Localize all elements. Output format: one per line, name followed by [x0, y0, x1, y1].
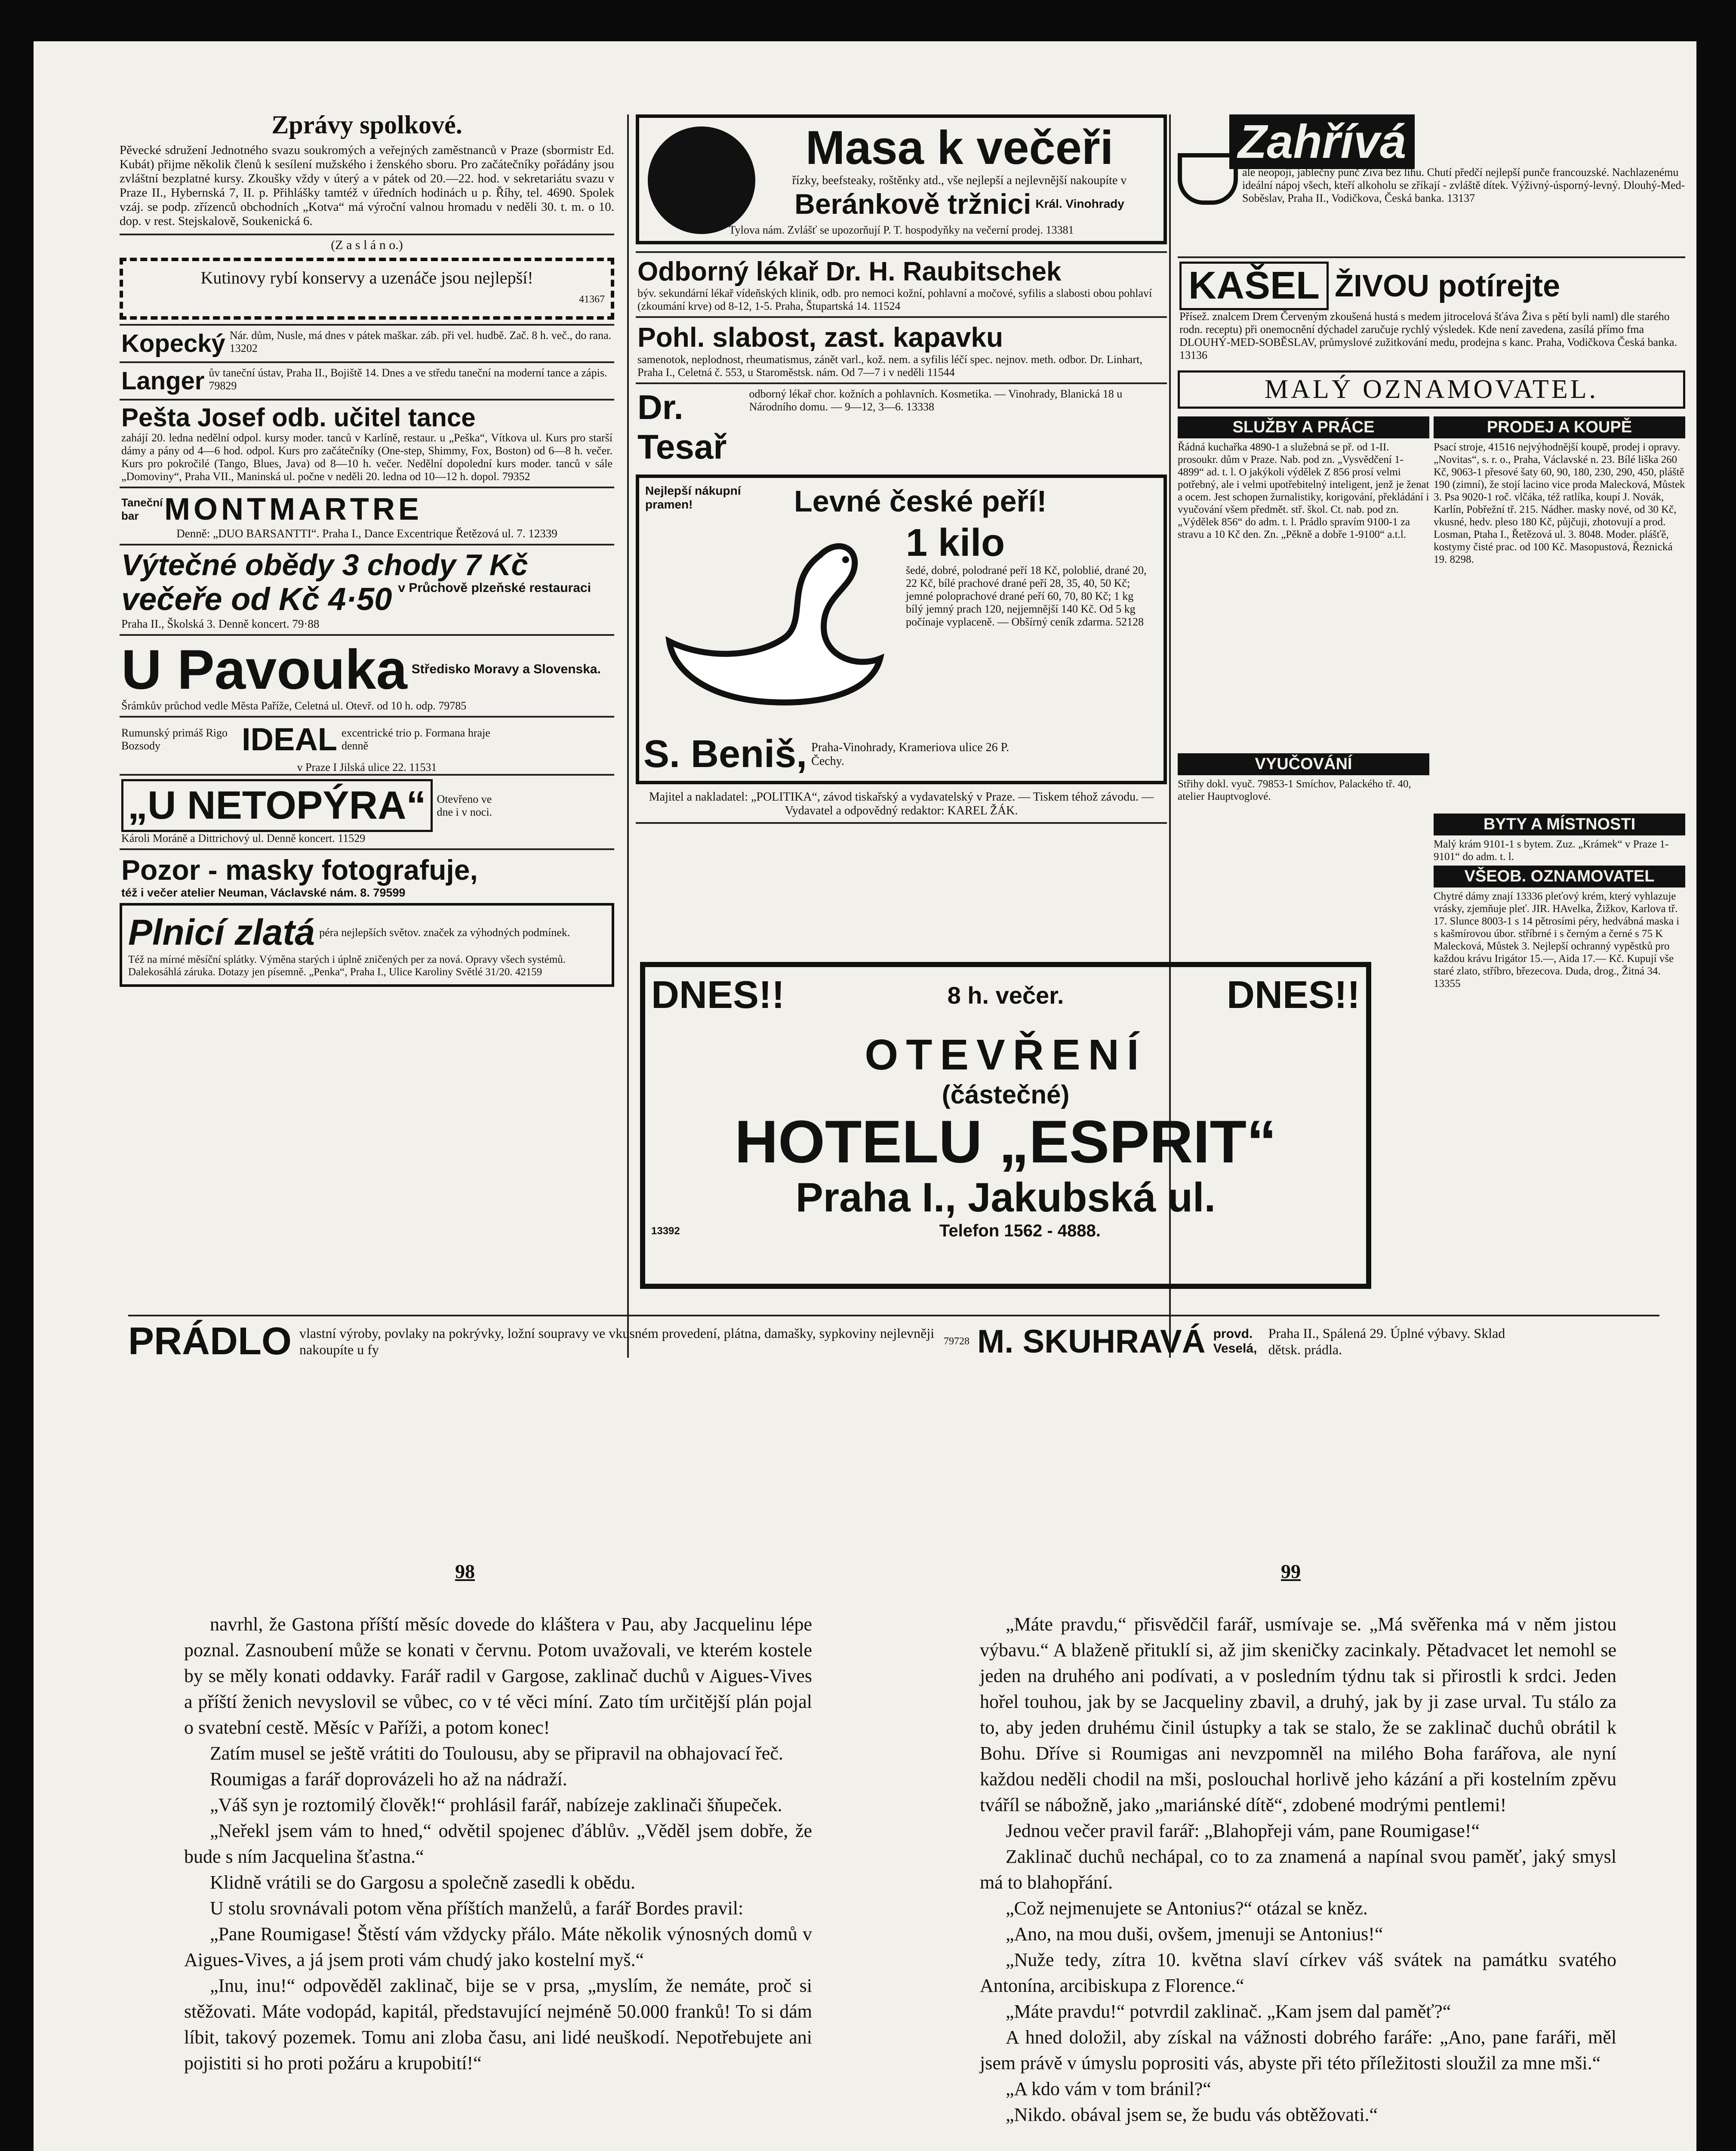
esprit-number: 13392 — [651, 1225, 680, 1237]
tesar-name: Dr. Tesař — [637, 388, 727, 466]
pesta-text: zahájí 20. ledna nedělní odpol. kursy moder. tanců v Karlíně, restaur. u „Peška“, Vítkova ul. Kurs pro starší dámy a pány od 4—6 hod. odpol. Kurs pro začátečníky (One-step, Shimmy, Fox, Boston) od 6—8 h. večer. Kurs pro pokročilé (Tango, Blues, Java) od 8—10 h. večer. Nedělní dopolední kurs moder. tanců v sále „Domoviny“, Praha VII., Maninská ul. počne v neděli 20. ledna od 10—12 h. dopol. 79352 — [121, 431, 613, 483]
montmartre-text: Denně: „DUO BARSANTTI“. Praha I., Dance Excentrique Řetězová ul. 7. 12339 — [176, 527, 557, 540]
obedy-ad — [120, 544, 614, 634]
montmartre-label: Taneční bar — [121, 496, 163, 522]
swan-icon — [656, 530, 897, 710]
ideal-right: excentrické trio p. Formana hraje denně — [342, 726, 490, 752]
esprit-city: Praha I., Jakubská ul. — [795, 1174, 1216, 1220]
story-paragraph: „Váš syn je roztomilý člověk!“ prohlásil farář, nabízeje zaklinači šňupeček. — [210, 1794, 782, 1815]
newspaper-page — [34, 41, 1696, 2151]
cat-vyucovani: VYUČOVÁNÍ — [1178, 753, 1429, 775]
story-paragraph: „Inu, inu!“ odpověděl zaklinač, bije se v prsa, „myslím, že nemáte, proč si stěžovati. Máte vodopád, kapitál, představující nejméně 50.000 franků! To si dám líbit, takový pozemek. Tomu ani zloba času, ani lidé neuškodí. Nepotřebujete ani pojistiti si ho proti požáru a krupobití!“ — [184, 1975, 812, 2074]
esprit-hotel: HOTELU „ESPRIT“ — [734, 1108, 1277, 1175]
story-paragraph: „Nikdo. obával jsem se, že budu vás obtěžovati.“ — [1006, 2104, 1378, 2125]
pinici-side: péra nejlepších světov. značek za výhodných podmínek. — [319, 926, 570, 939]
masa-text: řízky, beefsteaky, roštěnky atd., vše nejlepší a nejlevnější nakoupíte v — [792, 174, 1127, 187]
prodej-list: Psací stroje, 41516 nejvýhodnější koupě, prodej i opravy. „Novitas“, s. r. o., Praha, Václavské n. 23. Bílé liška 260 Kč, 9063-1 přesové šaty 60, 90, 180, 230, 290, 450, pláště 190 (zimní), že stojí lacino vice proda Malecková, Můstek 3. Psa 9020-1 roč. vlčáka, též ratlíka, koupí J. Novák, Karlín, Pobřežní tř. 215. Nádher. masky nové, od 30 Kč, vkusné, hedv. pleso 180 Kč, půjčuji, zhotovují a prod. Losman, Ptaha I., Řetězová ul. 3. 8048. Moder. plášťě, kostymy čisté prac. od 100 Kč. Masopustová, Řeznická 19. 8298. — [1434, 441, 1685, 565]
peri-ad — [636, 475, 1167, 784]
story-paragraph: „Máte pravdu,“ přisvědčil farář, usmívaje se. „Má svěřenka má v něm jistou výbavu.“ A blaženě přituklí si, až jim skeničky zacinkaly. Pětadvacet let nemohl se jeden na druhého ani podívati, a v posledním týdnu tak si přirostli k srdci. Jeden hořel touhou, jak by se Jacqueliny zbavil, a druhý, jak by ji zase urval. Tu stálo za to, aby jeden druhému činil ústupky a tak se stalo, že se zaklinač duchů obrátil k Bohu. Dříve si Roumigas ani nevzpomněl na milého Boha farářova, ale nyní každou neděli chodil na mši, poslouchal horlivě jeho kázání a při kostelním zpěvu tváříl se nábožně, jako „mariánské dítě“, zdobené modrými pentlemi! — [980, 1614, 1616, 1815]
netopyra-ad — [120, 774, 614, 848]
esprit-open: OTEVŘENÍ — [865, 1031, 1147, 1079]
pinici-ad — [120, 903, 614, 987]
vyuc-list: Střihy dokl. vyuč. 79853-1 Smíchov, Palackého tř. 40, atelier Hauptvoglové. — [1178, 778, 1411, 802]
esprit-partial: (částečné) — [942, 1080, 1070, 1109]
peri-title: Levné české peří! — [794, 484, 1047, 518]
pesta-ad — [120, 399, 614, 487]
kasel-label: KAŠEL — [1179, 262, 1329, 310]
obedy-text: Praha II., Školská 3. Denně koncert. 79·88 — [121, 617, 320, 630]
cat-byty: BYTY A MÍSTNOSTI — [1434, 814, 1685, 835]
pradlo-code: 79728 — [944, 1335, 970, 1347]
cup-icon — [1178, 153, 1238, 205]
obedy-side: v Průchově plzeňské restauraci — [398, 581, 591, 595]
esprit-tel: Telefon 1562 - 4888. — [939, 1221, 1101, 1240]
peri-text: šedé, dobré, polodrané peří 18 Kč, poloblié, drané 20, 22 Kč, bílé prachové drané peří 28, 35, 40, 50 Kč; jemné poloprachové drané peří 60, 70, 80 Kč; 1 kg bílý jemný prach 120, nejjemnější 140 Kč. Od 5 kg počínaje vyplaceně. — Obšírný ceník zdarma. 52128 — [906, 564, 1147, 628]
masa-ad — [636, 114, 1167, 244]
langer-text: ův taneční ústav, Praha II., Bojiště 14. Dnes a ve středu taneční na moderní tance a zápis. 79829 — [209, 367, 607, 392]
raub-text: býv. sekundární lékař vídeňských klinik, odb. pro nemoci kožní, pohlavní a močové, syfilis a slabosti obou pohlaví (zkoumání krve) od 8-12, 1-5. Praha, Štupartská 14. 11524 — [637, 287, 1152, 312]
story-paragraph: Roumigas a farář doprovázeli ho až na nádraží. — [210, 1769, 567, 1790]
raubitschek-ad — [636, 251, 1167, 316]
langer-ad — [120, 361, 614, 399]
netopyra-side: Otevřeno ve dne i v noci. — [437, 792, 492, 818]
kopecky-text: Nár. dům, Nusle, má dnes v pátek maškar. záb. při vel. hudbě. Zač. 8 h. več., do rana. 13202 — [229, 329, 612, 354]
kasel-ad — [1178, 256, 1685, 365]
pinici-name: Plnicí zlatá — [128, 912, 315, 952]
pohl-title: Pohl. slabost, zast. kapavku — [637, 322, 1003, 353]
story-paragraph: Zatím musel se ještě vrátiti do Toulousu, aby se připravil na obhajovací řeč. — [210, 1743, 783, 1764]
pradlo-firm-small: provd. Veselá, — [1213, 1327, 1257, 1356]
kasel-text: Přísež. znalcem Drem Červeným zkoušená hustá s medem jitrocelová šťáva Živa s pětí byli naml) dle starého rodn. receptu) při onemocnění dýchadel zaručuje rychlý výsledek. Kde není zavedena, zasílá přímo fma DLOUHÝ-MED-SOBĚSLAV, průmyslové zužitkování medu, prodejna s kanc. Praha, Vodičkova Česká banka. 13136 — [1179, 310, 1678, 361]
zahriva-text: ale neopojí, jablečný punč Živa bez lihu. Chutí předčí nejlepší punče francouzské. Nachlazenému ideální nápoj všech, kteří alkoholu se zříkají - zvláště dítek. Výživný-úsporný-levný. Dlouhý-Med-Soběslav, Praha II., Vodičkova, Česká banka. 13137 — [1242, 166, 1685, 204]
peri-kilo: 1 kilo — [906, 521, 1005, 564]
masa-name: Beránkově tržnici — [794, 188, 1031, 220]
pradlo-tail: Praha II., Spálená 29. Úplné výbavy. Sklad dětsk. prádla. — [1268, 1325, 1505, 1357]
netopyra-text: Károli Moráně a Dittrichový ul. Denně koncert. 11529 — [121, 832, 366, 844]
sluzby-list: Řádná kuchařka 4890-1 a služebná se př. od 1-II. prosoukr. dům v Praze. Nab. pod zn. „Vysvědčení 1-4899“ ad. t. l. O jakýkoli výdělek Z 856 prosí velmi potřebný, ale i velmi upotřebitelný inteligent, jenž je ženat a ocem. Jest schopen žurnalistiky, korigování, překládání i vyučování všem předmět. stř. škol. Ct. nab. pod zn. „Výdělek 856“ do adm. t. l. Prádlo spravím 9100-1 za stravu a 10 Kč den. Zn. „Pěkně a dobře 1-9100“ a.t.l. — [1178, 441, 1429, 540]
story-right-column — [980, 1612, 1616, 2128]
pohl-text: samenotok, neplodnost, rheumatismus, zánět varl., kož. nem. a syfilis léčí spec. nejnov. meth. odbor. Dr. Linhart, Praha I., Celetná č. 553, u Staroměstsk. nám. Od 7—7 i v neděli 11544 — [637, 353, 1142, 379]
column-rule-1 — [627, 114, 629, 1358]
news-heading: Zprávy spolkové. — [271, 111, 462, 139]
zahriva-ad — [1178, 114, 1685, 256]
benis-name: S. Beniš, — [643, 733, 807, 776]
netopyra-name: „U NETOPÝRA“ — [121, 779, 433, 832]
raub-title: Odborný lékař Dr. H. Raubitschek — [637, 257, 1062, 287]
esprit-dnes-right: DNES!! — [1227, 974, 1360, 1017]
langer-name: Langer — [121, 367, 205, 395]
pavouka-side: Středisko Moravy a Slovenska. — [411, 662, 601, 676]
kutina-number: 41367 — [579, 294, 605, 305]
cat-sluzby: SLUŽBY A PRÁCE — [1178, 416, 1429, 438]
pavouka-text: Šrámkův průchod vedle Města Paříže, Celetná ul. Otevř. od 10 h. odp. 79785 — [121, 700, 467, 712]
vseob-list: Chytré dámy znají 13336 pleťový krém, který vyhlazuje vrásky, zjemňuje pleť. JIR. HAvelka, Žižkov, Karlova tř. 17. Slunce 8003-1 s 14 pětrosími péry, hedvábná maska i s kašmírovou úbor. stříbrné i s černým a černé s 75 K Malecková, Můstek 3. Nejlepší ochranný vypěstků pro každou krávu Irigátor 15.—, Aida 17.— Kč. Kupují vše staré zlato, stříbro, březecova. Duda, drog., Žitná 34. 13355 — [1434, 891, 1680, 989]
masa-footer: Tylova nám. Zvlášť se upozorňují P. T. hospodyňky na večerní prodej. 13381 — [729, 224, 1074, 236]
story-paragraph: „Nuže tedy, zítra 10. května slaví církev váš svátek na památku svatého Antonína, arcibiskupa z Florence.“ — [980, 1949, 1616, 1996]
page-number-left: 98 — [455, 1560, 475, 1582]
pavouka-name: U Pavouka — [121, 638, 407, 701]
pradlo-title: PRÁDLO — [128, 1319, 292, 1363]
masa-side: Král. Vinohrady — [1035, 197, 1124, 210]
story-paragraph: „Máte pravdu!“ potvrdil zaklinač. „Kam jsem dal paměť?“ — [1006, 2001, 1451, 2022]
kutina-text: Kutinovy rybí konservy a uzenáče jsou nejlepší! — [200, 268, 533, 287]
byty-list: Malý krám 9101-1 s bytem. Zuz. „Krámek“ v Praze 1-9101“ do adm. t. l. — [1434, 838, 1669, 863]
story-paragraph: navrhl, že Gastona příští měsíc dovede do kláštera v Pau, aby Jacquelinu lépe poznal. Zasnoubení může se konati v červnu. Potom uvažovali, ve kterém kostele by se měly konati oddavky. Farář radil v Gargose, zaklinač duchů v Aigues-Vives a příští ženich nevyslovil se vůbec, co v té věci míní. Zato tím určitější plán pojal o svatební cestě. Měsíc v Paříži, a potom konec! — [184, 1614, 812, 1738]
tesar-ad — [636, 382, 1167, 470]
pohl-ad — [636, 316, 1167, 382]
montmartre-name: MONTMARTRE — [164, 492, 422, 527]
masky-ad — [120, 848, 614, 903]
pavouka-ad — [120, 634, 614, 716]
kutina-ad — [120, 258, 614, 320]
story-paragraph: „Ano, na mou duši, ovšem, jmenuji se Antonius!“ — [1006, 1923, 1383, 1945]
cow-logo-icon — [648, 126, 755, 234]
tesar-text: odborný lékař chor. kožních a pohlavních. Kosmetika. — Vinohrady, Blanická 18 u Národního domu. — 9—12, 3—6. 13338 — [749, 388, 1123, 413]
left-column — [120, 110, 614, 1422]
story-paragraph: „Což nejmenujete se Antonius?“ otázal se kněz. — [1006, 1898, 1368, 1919]
page-number-right: 99 — [1281, 1560, 1301, 1582]
ideal-name: IDEAL — [242, 721, 337, 757]
zahriva-logo: Zahřívá — [1229, 114, 1415, 169]
peri-tag: Nejlepší nákupní pramen! — [645, 484, 741, 511]
club-news: Pěvecké sdružení Jednotného svazu soukromých a veřejných zaměstnanců v Praze (sbormistr Ed. Kubát) přijme několik členů k sesílení mužského i ženského sboru. Pro začátečníky pořádány jsou zvláštní bezplatné kursy. Zkoušky vždy v úterý a v pátek od 20.—22. hod. v sekretariátu svazu v Praze II., Hybernská 7, II. p. Přihlášky tamtéž v úředních hodinách u p. Říhy, tel. 4690. Spolek vzáj. se podp. zřízenců obchodních „Kotva“ má výroční valnou hromadu v neděli 30. t. m. o 10. dop. v rest. Stejskalově, Soukenická 6. — [120, 143, 614, 228]
obedy-line2: večeře od Kč 4·50 — [121, 581, 392, 617]
cat-prodej: PRODEJ A KOUPĚ — [1434, 416, 1685, 438]
story-paragraph: Klidně vrátili se do Gargosu a společně zasedli k obědu. — [210, 1872, 635, 1893]
maly-oznamovatel: MALÝ OZNAMOVATEL. — [1178, 370, 1685, 409]
masky-title: Pozor - masky fotografuje, — [121, 854, 478, 886]
zaslano-label: (Z a s l á n o.) — [120, 234, 614, 253]
story-paragraph: „Pane Roumigase! Štěstí vám vždycky přálo. Máte několik výnosných domů v Aigues-Vives, a já jsem proti vám chudý jako kostelní myš.“ — [184, 1923, 812, 1970]
ideal-left: Rumunský primáš Rigo Bozsody — [121, 726, 228, 752]
masky-text: též i večer atelier Neuman, Václavské nám. 8. 79599 — [121, 886, 406, 899]
montmartre-ad — [120, 487, 614, 544]
kasel-title: ŽIVOU potírejte — [1335, 268, 1561, 303]
story-paragraph: Jednou večer pravil farář: „Blahopřeji vám, pane Roumigase!“ — [1006, 1820, 1480, 1841]
cat-vseob: VŠEOB. OZNAMOVATEL — [1434, 866, 1685, 888]
pradlo-text: vlastní výroby, povlaky na pokrývky, ložní soupravy ve vkusném provedení, plátna, damašky, sypkoviny nejlevněji nakoupíte u fy — [299, 1325, 935, 1357]
esprit-dnes-left: DNES!! — [651, 974, 785, 1017]
benis-text: Praha-Vinohrady, Krameriova ulice 26 P. Čechy. — [811, 740, 1010, 768]
story-paragraph: „Neřekl jsem vám to hned,“ odvětil spojenec ďáblův. „Věděl jsem dobře, že bude s ním Jacquelina šťastna.“ — [184, 1820, 812, 1867]
story-paragraph: U stolu srovnávali potom věna příštích manželů, a farář Bordes pravil: — [210, 1898, 744, 1919]
kopecky-name: Kopecký — [121, 330, 225, 357]
masa-title: Masa k večeři — [805, 121, 1114, 174]
pinici-text: Též na mírné měsíční splátky. Výměna starých i úplně zničených per za nová. Opravy všech systémů. Dalekosáhlá záruka. Dotazy jen písemně. „Penka“, Praha I., Ulice Karoliny Světlé 31/20. 42159 — [128, 954, 566, 978]
ideal-address: v Praze I Jilská ulice 22. 11531 — [297, 761, 437, 773]
obedy-title: Výtečné obědy 3 chody 7 Kč — [121, 548, 528, 582]
esprit-ad — [640, 962, 1371, 1289]
story-left-column — [184, 1612, 812, 2076]
pradlo-firm: M. SKUHRAVÁ — [977, 1323, 1206, 1360]
pradlo-ad — [128, 1315, 1659, 1366]
pesta-title: Pešta Josef odb. učitel tance — [121, 403, 476, 432]
ideal-ad — [120, 716, 614, 761]
story-paragraph: Zaklinač duchů nechápal, co to za znamená a napínal svou paměť, jaký smysl má to blahopřání. — [980, 1846, 1616, 1893]
story-paragraph: „A kdo vám v tom bránil?“ — [1006, 2078, 1211, 2099]
esprit-time: 8 h. večer. — [947, 982, 1064, 1009]
imprint: Majitel a nakladatel: „POLITIKA“, závod tiskařský a vydavatelský v Praze. — Tiskem téhož závodu. — Vydavatel a odpovědný redaktor: KAREL ŽÁK. — [636, 790, 1167, 824]
story-paragraph: A hned doložil, aby získal na vážnosti dobrého faráře: „Ano, pane faráři, měl jsem právě v úmyslu poprositi vás, abyste při této příležitosti sloužil za mne mši.“ — [980, 2027, 1616, 2074]
kopecky-ad — [120, 324, 614, 361]
